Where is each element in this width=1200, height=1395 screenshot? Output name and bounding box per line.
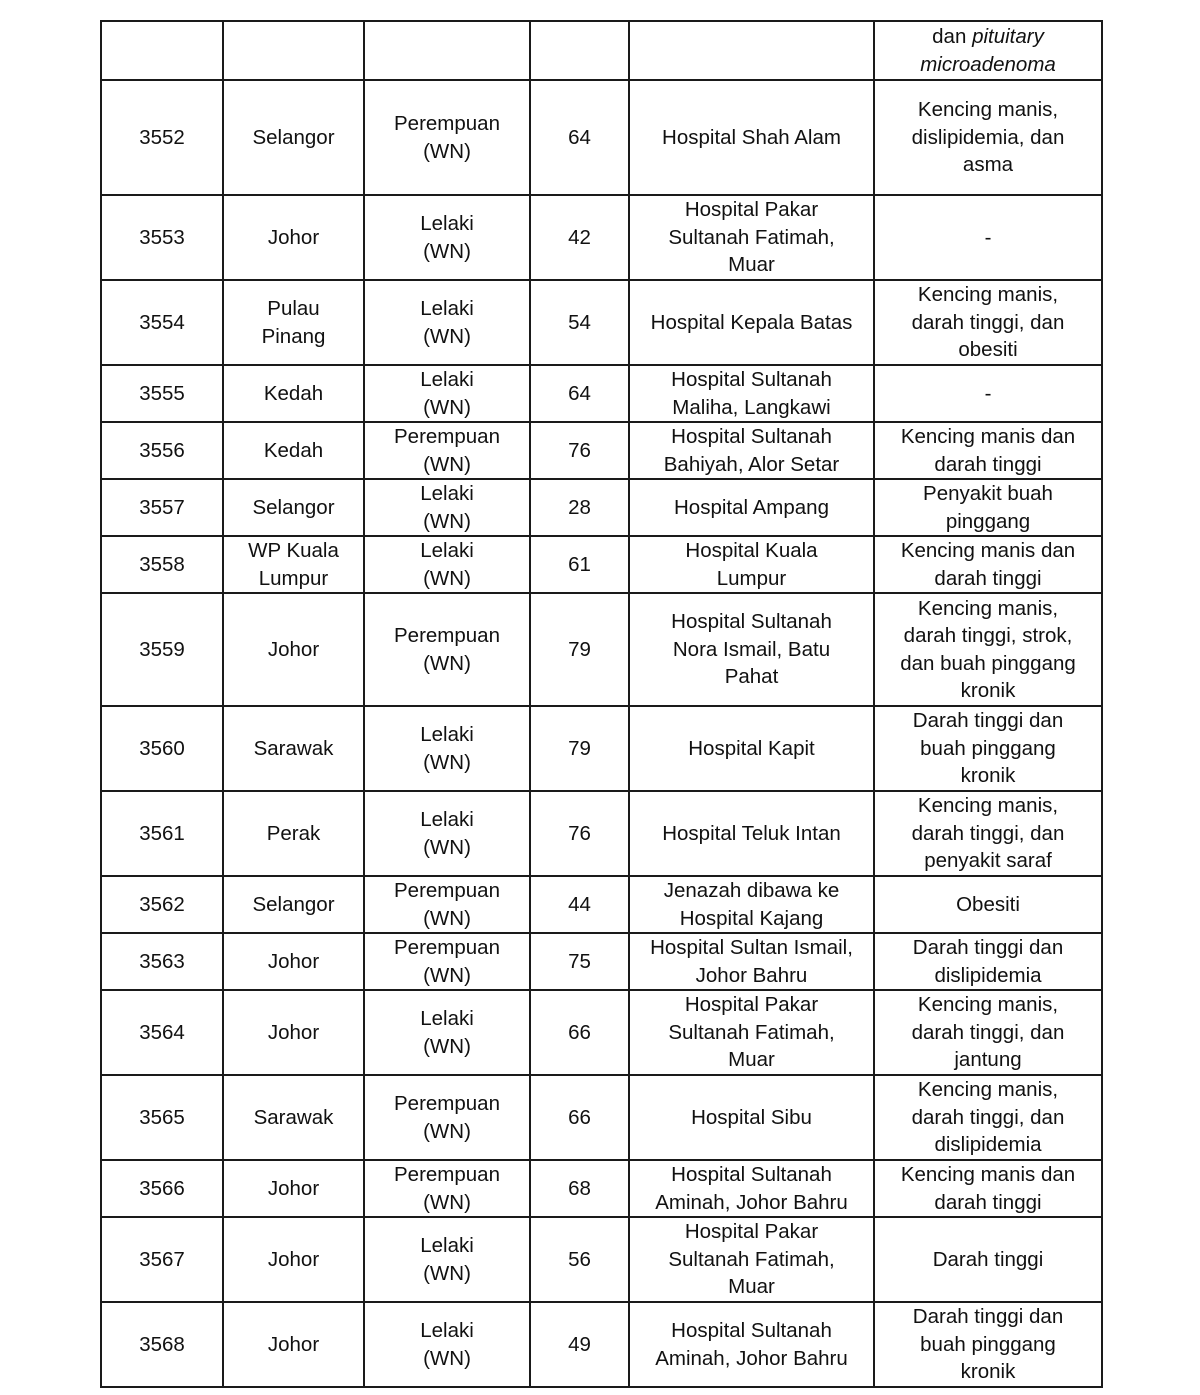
condition-cell bbox=[874, 1160, 1102, 1217]
gender-line: Lelaki bbox=[420, 297, 474, 320]
condition-line: darah tinggi, strok, bbox=[903, 624, 1073, 647]
gender-cell bbox=[364, 876, 530, 933]
place-line: Hospital Ampang bbox=[674, 495, 829, 519]
table-row bbox=[101, 791, 1102, 876]
place-line: Lumpur bbox=[716, 566, 787, 590]
continuation-row bbox=[101, 21, 1102, 80]
state-line: Kedah bbox=[263, 438, 324, 462]
age-cell: 64 bbox=[530, 80, 629, 195]
condition-cell bbox=[874, 365, 1102, 422]
condition-line: - bbox=[984, 381, 992, 405]
gender-line: Perempuan bbox=[394, 624, 500, 647]
condition-line: jantung bbox=[954, 1048, 1022, 1072]
place-cell bbox=[629, 536, 874, 593]
gender-line: (WN) bbox=[423, 651, 471, 675]
condition-line: - bbox=[984, 225, 992, 249]
place-line: Pahat bbox=[724, 665, 779, 689]
state-line: Selangor bbox=[252, 495, 335, 519]
state-line: Selangor bbox=[252, 892, 335, 916]
state-cell bbox=[223, 536, 364, 593]
gender-cell bbox=[364, 1302, 530, 1387]
table-row bbox=[101, 365, 1102, 422]
state-cell bbox=[223, 990, 364, 1075]
gender-line: Lelaki bbox=[420, 808, 474, 831]
place-line: Aminah, Johor Bahru bbox=[655, 1346, 848, 1370]
case-number-cell: 3556 bbox=[101, 422, 223, 479]
case-number-cell: 3555 bbox=[101, 365, 223, 422]
gender-line: Perempuan bbox=[394, 879, 500, 902]
gender-line: Lelaki bbox=[420, 723, 474, 746]
place-line: Hospital Kuala bbox=[685, 539, 818, 562]
condition-cell bbox=[874, 593, 1102, 706]
condition-text: dan bbox=[932, 25, 973, 48]
case-number-cell: 3567 bbox=[101, 1217, 223, 1302]
case-number-cell: 3552 bbox=[101, 80, 223, 195]
condition-line: obesiti bbox=[958, 338, 1018, 362]
place-cell bbox=[629, 990, 874, 1075]
table-row bbox=[101, 80, 1102, 195]
place-line: Hospital Teluk Intan bbox=[662, 821, 841, 845]
condition-line: Kencing manis, bbox=[917, 794, 1059, 818]
gender-line: (WN) bbox=[423, 239, 471, 263]
gender-cell bbox=[364, 280, 530, 365]
table-body bbox=[101, 21, 1102, 1387]
state-line: WP Kuala bbox=[248, 539, 339, 562]
place-line: Hospital Sultanah bbox=[671, 368, 832, 391]
condition-italic-text: pituitary bbox=[972, 25, 1044, 48]
case-number-cell: 3554 bbox=[101, 280, 223, 365]
place-cell bbox=[629, 706, 874, 791]
place-line: Muar bbox=[728, 1275, 775, 1299]
place-line: Hospital Pakar bbox=[684, 1220, 819, 1244]
table-row bbox=[101, 280, 1102, 365]
gender-line: Perempuan bbox=[394, 425, 500, 448]
condition-line: Darah tinggi dan bbox=[912, 709, 1064, 733]
state-line: Perak bbox=[266, 821, 321, 845]
state-cell bbox=[223, 706, 364, 791]
condition-cell bbox=[874, 21, 1102, 80]
state-line: Johor bbox=[267, 1176, 320, 1200]
place-line: Hospital Sultan Ismail, bbox=[650, 936, 853, 959]
condition-line: darah tinggi bbox=[934, 566, 1042, 590]
condition-line: darah tinggi bbox=[934, 1190, 1042, 1214]
gender-cell bbox=[364, 706, 530, 791]
place-line: Muar bbox=[728, 253, 775, 277]
place-line: Hospital Sultanah bbox=[671, 425, 832, 448]
age-cell: 76 bbox=[530, 791, 629, 876]
gender-line: Lelaki bbox=[420, 482, 474, 505]
condition-line: kronik bbox=[960, 679, 1016, 702]
table-row bbox=[101, 990, 1102, 1075]
condition-line: kronik bbox=[960, 1360, 1016, 1384]
place-cell bbox=[629, 422, 874, 479]
state-line: Selangor bbox=[252, 125, 335, 149]
age-cell: 56 bbox=[530, 1217, 629, 1302]
condition-line: darah tinggi, dan bbox=[911, 1105, 1065, 1129]
gender-line: (WN) bbox=[423, 1190, 471, 1214]
gender-line: (WN) bbox=[423, 1034, 471, 1058]
age-cell: 28 bbox=[530, 479, 629, 536]
gender-cell bbox=[364, 593, 530, 706]
place-line: Hospital Kajang bbox=[679, 906, 824, 930]
gender-line: (WN) bbox=[423, 1346, 471, 1370]
age-cell: 44 bbox=[530, 876, 629, 933]
place-cell bbox=[629, 365, 874, 422]
state-cell bbox=[223, 1160, 364, 1217]
age-cell: 79 bbox=[530, 593, 629, 706]
age-cell: 54 bbox=[530, 280, 629, 365]
state-line: Johor bbox=[267, 949, 320, 973]
gender-line: Lelaki bbox=[420, 1234, 474, 1257]
age-cell bbox=[530, 21, 629, 80]
state-line: Johor bbox=[267, 225, 320, 249]
gender-line: (WN) bbox=[423, 750, 471, 774]
place-cell bbox=[629, 1302, 874, 1387]
place-cell bbox=[629, 21, 874, 80]
age-cell: 66 bbox=[530, 1075, 629, 1160]
place-line: Sultanah Fatimah, bbox=[668, 225, 835, 249]
state-cell bbox=[223, 593, 364, 706]
gender-line: Perempuan bbox=[394, 1163, 500, 1186]
state-cell bbox=[223, 791, 364, 876]
table-row bbox=[101, 876, 1102, 933]
place-line: Hospital Sultanah bbox=[671, 1163, 832, 1186]
place-line: Hospital Kapit bbox=[688, 736, 815, 760]
place-cell bbox=[629, 791, 874, 876]
table-row bbox=[101, 593, 1102, 706]
table-row bbox=[101, 195, 1102, 280]
state-line: Pulau bbox=[267, 297, 320, 320]
gender-cell bbox=[364, 479, 530, 536]
place-cell bbox=[629, 933, 874, 990]
state-cell bbox=[223, 479, 364, 536]
gender-line: (WN) bbox=[423, 835, 471, 859]
gender-cell bbox=[364, 536, 530, 593]
gender-line: (WN) bbox=[423, 509, 471, 533]
age-cell: 42 bbox=[530, 195, 629, 280]
condition-cell bbox=[874, 195, 1102, 280]
gender-line: Perempuan bbox=[394, 1092, 500, 1115]
state-cell bbox=[223, 1302, 364, 1387]
case-number-cell: 3560 bbox=[101, 706, 223, 791]
gender-line: Lelaki bbox=[420, 368, 474, 391]
age-cell: 75 bbox=[530, 933, 629, 990]
condition-cell bbox=[874, 933, 1102, 990]
condition-line: Kencing manis dan bbox=[900, 539, 1076, 562]
gender-line: (WN) bbox=[423, 566, 471, 590]
state-line: Johor bbox=[267, 1332, 320, 1356]
gender-line: Lelaki bbox=[420, 1319, 474, 1342]
case-number-cell: 3553 bbox=[101, 195, 223, 280]
gender-line: (WN) bbox=[423, 139, 471, 163]
place-line: Hospital Kepala Batas bbox=[650, 310, 853, 334]
state-cell bbox=[223, 876, 364, 933]
place-line: Sultanah Fatimah, bbox=[668, 1020, 835, 1044]
place-line: Aminah, Johor Bahru bbox=[655, 1190, 848, 1214]
place-cell bbox=[629, 1075, 874, 1160]
condition-line: Kencing manis dan bbox=[900, 1163, 1076, 1186]
age-cell: 49 bbox=[530, 1302, 629, 1387]
place-line: Jenazah dibawa ke bbox=[663, 879, 840, 902]
condition-line: kronik bbox=[960, 764, 1016, 788]
place-line: Bahiyah, Alor Setar bbox=[663, 452, 840, 476]
gender-cell bbox=[364, 422, 530, 479]
place-cell bbox=[629, 195, 874, 280]
place-cell bbox=[629, 280, 874, 365]
condition-line: pinggang bbox=[945, 509, 1031, 533]
state-line: Pinang bbox=[261, 324, 326, 348]
place-cell bbox=[629, 1160, 874, 1217]
place-line: Hospital Pakar bbox=[684, 993, 819, 1017]
condition-line: darah tinggi, dan bbox=[911, 1020, 1065, 1044]
gender-line: Perempuan bbox=[394, 112, 500, 135]
case-number-cell: 3566 bbox=[101, 1160, 223, 1217]
case-number-cell: 3568 bbox=[101, 1302, 223, 1387]
table-row bbox=[101, 1302, 1102, 1387]
gender-line: Lelaki bbox=[420, 212, 474, 235]
age-cell: 79 bbox=[530, 706, 629, 791]
case-number-cell: 3565 bbox=[101, 1075, 223, 1160]
condition-line: Kencing manis, bbox=[917, 1078, 1059, 1102]
condition-line: Kencing manis, bbox=[917, 993, 1059, 1017]
condition-cell bbox=[874, 280, 1102, 365]
age-cell: 61 bbox=[530, 536, 629, 593]
age-cell: 64 bbox=[530, 365, 629, 422]
condition-line: buah pinggang bbox=[920, 1332, 1056, 1356]
place-cell bbox=[629, 593, 874, 706]
place-cell bbox=[629, 1217, 874, 1302]
place-line: Johor Bahru bbox=[695, 963, 808, 987]
case-number-cell bbox=[101, 21, 223, 80]
age-cell: 68 bbox=[530, 1160, 629, 1217]
condition-cell bbox=[874, 990, 1102, 1075]
gender-line: Perempuan bbox=[394, 936, 500, 959]
gender-line: (WN) bbox=[423, 906, 471, 930]
gender-line: (WN) bbox=[423, 1119, 471, 1143]
table-row bbox=[101, 706, 1102, 791]
condition-line: Darah tinggi bbox=[932, 1247, 1044, 1271]
condition-cell bbox=[874, 791, 1102, 876]
case-number-cell: 3558 bbox=[101, 536, 223, 593]
place-line: Hospital Sultanah bbox=[671, 1319, 832, 1342]
gender-line: (WN) bbox=[423, 395, 471, 419]
gender-cell bbox=[364, 1160, 530, 1217]
age-cell: 66 bbox=[530, 990, 629, 1075]
condition-cell bbox=[874, 479, 1102, 536]
place-line: Nora Ismail, Batu bbox=[672, 637, 831, 661]
condition-cell bbox=[874, 1302, 1102, 1387]
condition-cell bbox=[874, 422, 1102, 479]
case-number-cell: 3561 bbox=[101, 791, 223, 876]
place-line: Sultanah Fatimah, bbox=[668, 1247, 835, 1271]
condition-line: Kencing manis, bbox=[917, 283, 1059, 307]
state-line: Sarawak bbox=[253, 736, 334, 760]
state-cell bbox=[223, 365, 364, 422]
gender-cell bbox=[364, 1217, 530, 1302]
condition-line: Kencing manis dan bbox=[900, 425, 1076, 448]
gender-cell bbox=[364, 990, 530, 1075]
condition-line: Kencing manis, bbox=[917, 596, 1059, 620]
table-row bbox=[101, 1217, 1102, 1302]
condition-line: dislipidemia bbox=[934, 1133, 1042, 1157]
condition-line: Kencing manis, bbox=[917, 98, 1059, 122]
condition-cell bbox=[874, 1075, 1102, 1160]
condition-line: Darah tinggi dan bbox=[912, 936, 1064, 959]
table-row bbox=[101, 1160, 1102, 1217]
condition-italic-text: microadenoma bbox=[920, 52, 1056, 76]
place-cell bbox=[629, 80, 874, 195]
table-row bbox=[101, 479, 1102, 536]
gender-line: Lelaki bbox=[420, 539, 474, 562]
case-number-cell: 3557 bbox=[101, 479, 223, 536]
condition-cell bbox=[874, 876, 1102, 933]
place-line: Muar bbox=[728, 1048, 775, 1072]
condition-line: dan buah pinggang bbox=[900, 651, 1076, 675]
state-cell bbox=[223, 1217, 364, 1302]
condition-line: asma bbox=[962, 153, 1014, 177]
case-number-cell: 3563 bbox=[101, 933, 223, 990]
place-line: Hospital Sultanah bbox=[671, 610, 832, 634]
state-line: Johor bbox=[267, 1247, 320, 1271]
state-line: Lumpur bbox=[258, 566, 329, 590]
state-line: Johor bbox=[267, 1020, 320, 1044]
gender-line: (WN) bbox=[423, 452, 471, 476]
gender-cell bbox=[364, 365, 530, 422]
condition-line: Penyakit buah bbox=[923, 482, 1053, 505]
table-row bbox=[101, 933, 1102, 990]
gender-line: (WN) bbox=[423, 963, 471, 987]
place-line: Maliha, Langkawi bbox=[672, 395, 831, 419]
place-line: Hospital Sibu bbox=[691, 1105, 812, 1129]
gender-cell bbox=[364, 80, 530, 195]
case-number-cell: 3564 bbox=[101, 990, 223, 1075]
case-number-cell: 3559 bbox=[101, 593, 223, 706]
table-row bbox=[101, 536, 1102, 593]
condition-line: darah tinggi, dan bbox=[911, 310, 1065, 334]
gender-line: Lelaki bbox=[420, 1007, 474, 1030]
death-cases-table bbox=[100, 20, 1103, 1388]
condition-line: dislipidemia bbox=[934, 963, 1042, 987]
gender-cell bbox=[364, 21, 530, 80]
state-line: Johor bbox=[267, 637, 320, 661]
table-row bbox=[101, 1075, 1102, 1160]
age-cell: 76 bbox=[530, 422, 629, 479]
condition-cell bbox=[874, 80, 1102, 195]
state-line: Kedah bbox=[263, 381, 324, 405]
condition-line: buah pinggang bbox=[920, 736, 1056, 760]
state-cell bbox=[223, 933, 364, 990]
condition-line: dislipidemia, dan bbox=[911, 125, 1065, 149]
condition-line: penyakit saraf bbox=[924, 849, 1052, 873]
gender-line: (WN) bbox=[423, 324, 471, 348]
state-cell bbox=[223, 195, 364, 280]
condition-line: Darah tinggi dan bbox=[912, 1305, 1064, 1329]
condition-line: darah tinggi bbox=[934, 452, 1042, 476]
condition-line: Obesiti bbox=[956, 892, 1020, 916]
condition-cell bbox=[874, 706, 1102, 791]
condition-line bbox=[879, 23, 1097, 51]
gender-cell bbox=[364, 195, 530, 280]
condition-line: darah tinggi, dan bbox=[911, 821, 1065, 845]
state-cell bbox=[223, 1075, 364, 1160]
place-line: Hospital Pakar bbox=[684, 198, 819, 222]
gender-line: (WN) bbox=[423, 1261, 471, 1285]
place-cell bbox=[629, 479, 874, 536]
condition-cell bbox=[874, 536, 1102, 593]
place-line: Hospital Shah Alam bbox=[662, 125, 841, 149]
gender-cell bbox=[364, 1075, 530, 1160]
state-cell bbox=[223, 80, 364, 195]
state-line: Sarawak bbox=[253, 1105, 334, 1129]
condition-cell bbox=[874, 1217, 1102, 1302]
state-cell bbox=[223, 422, 364, 479]
table-row bbox=[101, 422, 1102, 479]
state-cell bbox=[223, 21, 364, 80]
place-cell bbox=[629, 876, 874, 933]
state-cell bbox=[223, 280, 364, 365]
gender-cell bbox=[364, 933, 530, 990]
gender-cell bbox=[364, 791, 530, 876]
case-number-cell: 3562 bbox=[101, 876, 223, 933]
